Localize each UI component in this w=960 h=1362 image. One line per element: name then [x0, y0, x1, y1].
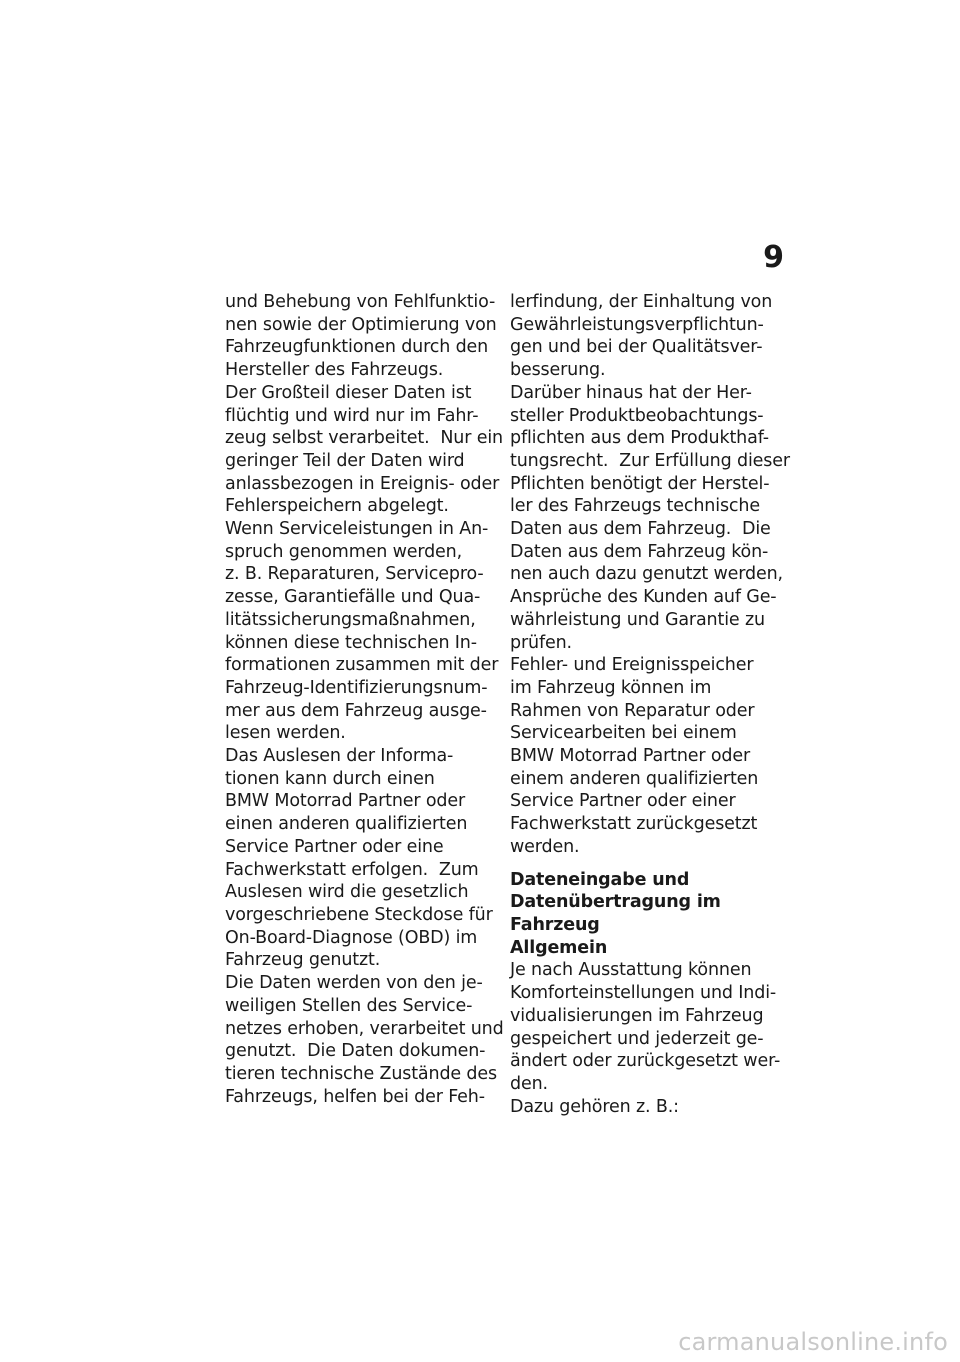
text-line: litätssicherungsmaßnahmen,: [225, 609, 476, 630]
text-line: formationen zusammen mit der: [225, 655, 499, 676]
text-line: gespeichert und jederzeit ge-: [510, 1028, 764, 1049]
text-line: Fahrzeugs, helfen bei der Feh-: [225, 1086, 485, 1107]
text-line: spruch genommen werden,: [225, 541, 463, 562]
text-line: Das Auslesen der Informa-: [225, 746, 454, 767]
text-line: Service Partner oder einer: [510, 791, 736, 812]
text-line: pflichten aus dem Produkthaf-: [510, 428, 769, 449]
text-line: Pflichten benötigt der Herstel-: [510, 473, 770, 494]
text-line: währleistung und Garantie zu: [510, 609, 765, 630]
text-line: Fahrzeug genutzt.: [225, 950, 381, 971]
text-line: tungsrecht. Zur Erfüllung dieser: [510, 450, 790, 471]
text-line: lesen werden.: [225, 723, 346, 744]
text-line: vorgeschriebene Steckdose für: [225, 904, 493, 925]
text-line: Fachwerkstatt erfolgen. Zum: [225, 859, 479, 880]
text-line: Ansprüche des Kunden auf Ge-: [510, 587, 777, 608]
paragraph: [510, 291, 782, 382]
text-line: Gewährleistungsverpflichtun-: [510, 314, 764, 335]
text-line: Dazu gehören z. B.:: [510, 1096, 679, 1117]
text-line: können diese technischen In-: [225, 632, 477, 653]
text-line: BMW Motorrad Partner oder: [225, 791, 466, 812]
left-column: [225, 291, 504, 1108]
text-line: Fehlerspeichern abgelegt.: [225, 496, 449, 517]
heading-line: Datenübertragung im: [510, 892, 721, 913]
right-column: [510, 291, 790, 1118]
paragraph: [225, 518, 499, 745]
text-line: Daten aus dem Fahrzeug kön-: [510, 541, 769, 562]
watermark-text: carmanualsonline.info: [678, 1328, 948, 1356]
text-line: besserung.: [510, 360, 606, 381]
text-line: nen sowie der Optimierung von: [225, 314, 497, 335]
text-line: Fachwerkstatt zurückgesetzt: [510, 814, 758, 835]
text-line: ler des Fahrzeugs technische: [510, 496, 760, 517]
heading-line: Dateneingabe und: [510, 869, 690, 890]
text-line: Fahrzeug-Identifizierungsnum-: [225, 677, 488, 698]
text-line: und Behebung von Fehlfunktio-: [225, 292, 496, 312]
text-line: vidualisierungen im Fahrzeug: [510, 1005, 764, 1026]
text-line: Der Großteil dieser Daten ist: [225, 382, 472, 403]
text-line: den.: [510, 1073, 548, 1094]
paragraph: [510, 382, 790, 654]
text-line: Daten aus dem Fahrzeug. Die: [510, 519, 771, 540]
text-line: Service Partner oder eine: [225, 836, 444, 857]
text-line: Hersteller des Fahrzeugs.: [225, 360, 444, 381]
paragraph: [510, 1096, 782, 1119]
text-line: Wenn Serviceleistungen in An-: [225, 519, 489, 540]
text-line: tieren technische Zustände des: [225, 1063, 497, 1084]
text-line: zeug selbst verarbeitet. Nur ein: [225, 428, 503, 449]
text-line: nen auch dazu genutzt werden,: [510, 564, 783, 585]
text-line: genutzt. Die Daten dokumen-: [225, 1041, 486, 1062]
text-line: im Fahrzeug können im: [510, 677, 712, 698]
text-line: lerfindung, der Einhaltung von: [510, 292, 773, 312]
text-line: Servicearbeiten bei einem: [510, 723, 737, 744]
page-number: 9: [763, 240, 784, 275]
section-heading: [510, 869, 782, 960]
paragraph: [225, 745, 495, 972]
text-line: flüchtig und wird nur im Fahr-: [225, 405, 479, 426]
text-line: Fehler- und Ereignisspeicher: [510, 655, 754, 676]
paragraph: [510, 654, 782, 858]
subheading: Allgemein: [510, 937, 608, 958]
text-line: mer aus dem Fahrzeug ausge-: [225, 700, 487, 721]
text-line: zesse, Garantiefälle und Qua-: [225, 587, 481, 608]
heading-line: Fahrzeug: [510, 914, 600, 935]
text-line: anlassbezogen in Ereignis- oder: [225, 473, 500, 494]
paragraph: [225, 291, 495, 382]
text-line: Auslesen wird die gesetzlich: [225, 882, 469, 903]
text-line: Darüber hinaus hat der Her-: [510, 382, 752, 403]
text-line: Je nach Ausstattung können: [510, 960, 752, 981]
text-line: ändert oder zurückgesetzt wer-: [510, 1051, 781, 1072]
text-line: Die Daten werden von den je-: [225, 973, 483, 994]
text-line: werden.: [510, 836, 580, 857]
text-line: gen und bei der Qualitätsver-: [510, 337, 763, 358]
text-line: BMW Motorrad Partner oder: [510, 746, 751, 767]
text-line: weiligen Stellen des Service-: [225, 995, 473, 1016]
text-line: tionen kann durch einen: [225, 768, 435, 789]
text-line: prüfen.: [510, 632, 572, 653]
text-line: steller Produktbeobachtungs-: [510, 405, 764, 426]
text-line: Komforteinstellungen und Indi-: [510, 983, 777, 1004]
text-line: einen anderen qualifizierten: [225, 814, 468, 835]
paragraph: [225, 972, 504, 1108]
paragraph: [510, 959, 782, 1095]
paragraph: [225, 382, 503, 518]
text-line: geringer Teil der Daten wird: [225, 450, 465, 471]
text-line: Fahrzeugfunktionen durch den: [225, 337, 489, 358]
text-line: z. B. Reparaturen, Servicepro-: [225, 564, 484, 585]
text-line: Rahmen von Reparatur oder: [510, 700, 755, 721]
text-line: einem anderen qualifizierten: [510, 768, 759, 789]
text-line: On-Board-Diagnose (OBD) im: [225, 927, 478, 948]
text-line: netzes erhoben, verarbeitet und: [225, 1018, 504, 1039]
